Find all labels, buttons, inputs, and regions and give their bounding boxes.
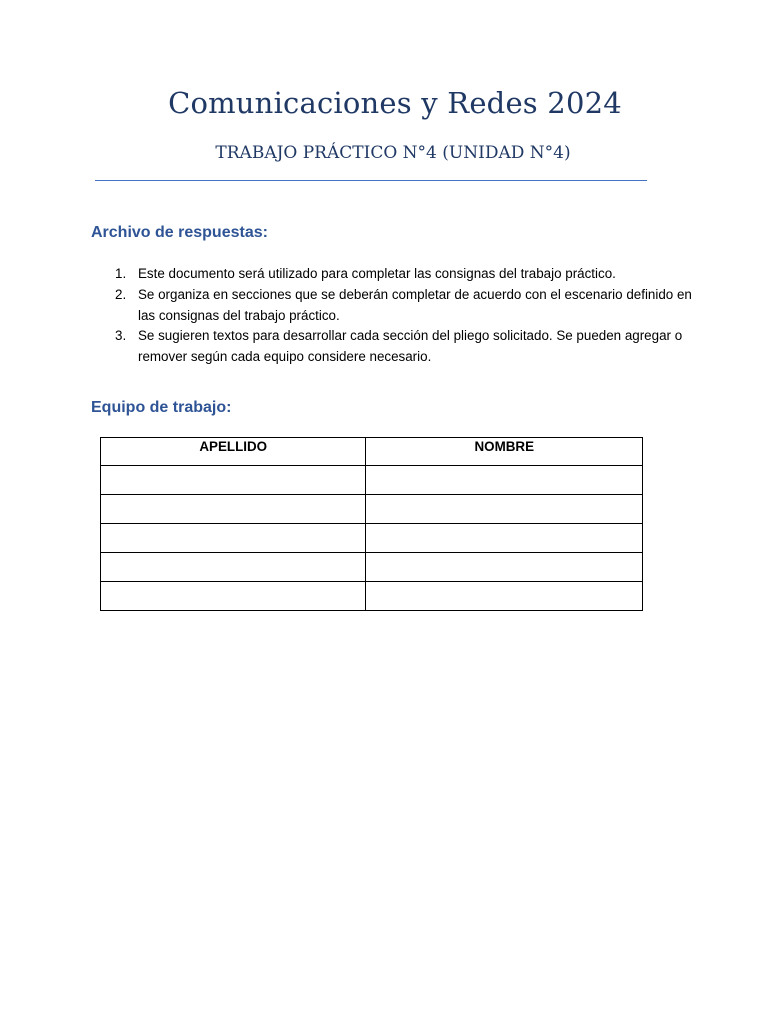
list-item-text: Se organiza en secciones que se deberán completar de acuerdo con el escenario definido en las consignas del trabajo práctico. — [138, 286, 692, 323]
list-item-number: 3. — [115, 328, 127, 344]
document-subtitle: TRABAJO PRÁCTICO N°4 (UNIDAD N°4) — [215, 143, 571, 163]
list-item — [110, 264, 700, 285]
apellido-cell[interactable] — [101, 495, 366, 524]
list-item-text: Se sugieren textos para desarrollar cada sección del pliego solicitado. Se pueden agregar o remover según cada equipo considere necesario. — [138, 328, 683, 365]
nombre-cell[interactable] — [366, 495, 643, 524]
table-row — [101, 553, 643, 582]
list-item — [110, 285, 700, 327]
list-item-number: 1. — [115, 266, 127, 281]
apellido-cell[interactable] — [101, 466, 366, 495]
apellido-cell[interactable] — [101, 582, 366, 611]
list-item-number: 2. — [115, 286, 127, 302]
document-title: Comunicaciones y Redes 2024 — [168, 86, 622, 120]
table-header-row — [101, 438, 643, 466]
nombre-cell[interactable] — [366, 553, 643, 582]
column-header-nombre: NOMBRE — [366, 438, 643, 466]
nombre-cell[interactable] — [366, 466, 643, 495]
table-row — [101, 582, 643, 611]
column-header-apellido: APELLIDO — [101, 438, 366, 466]
table-row — [101, 524, 643, 553]
title-divider — [95, 180, 647, 181]
section-heading-archivo: Archivo de respuestas: — [91, 224, 268, 241]
instructions-list — [110, 264, 700, 368]
table-row — [101, 466, 643, 495]
nombre-cell[interactable] — [366, 524, 643, 553]
team-table — [100, 437, 643, 611]
apellido-cell[interactable] — [101, 553, 366, 582]
list-item-text: Este documento será utilizado para completar las consignas del trabajo práctico. — [138, 266, 616, 281]
nombre-cell[interactable] — [366, 582, 643, 611]
apellido-cell[interactable] — [101, 524, 366, 553]
list-item — [110, 326, 700, 368]
table-row — [101, 495, 643, 524]
section-heading-equipo: Equipo de trabajo: — [91, 399, 232, 416]
